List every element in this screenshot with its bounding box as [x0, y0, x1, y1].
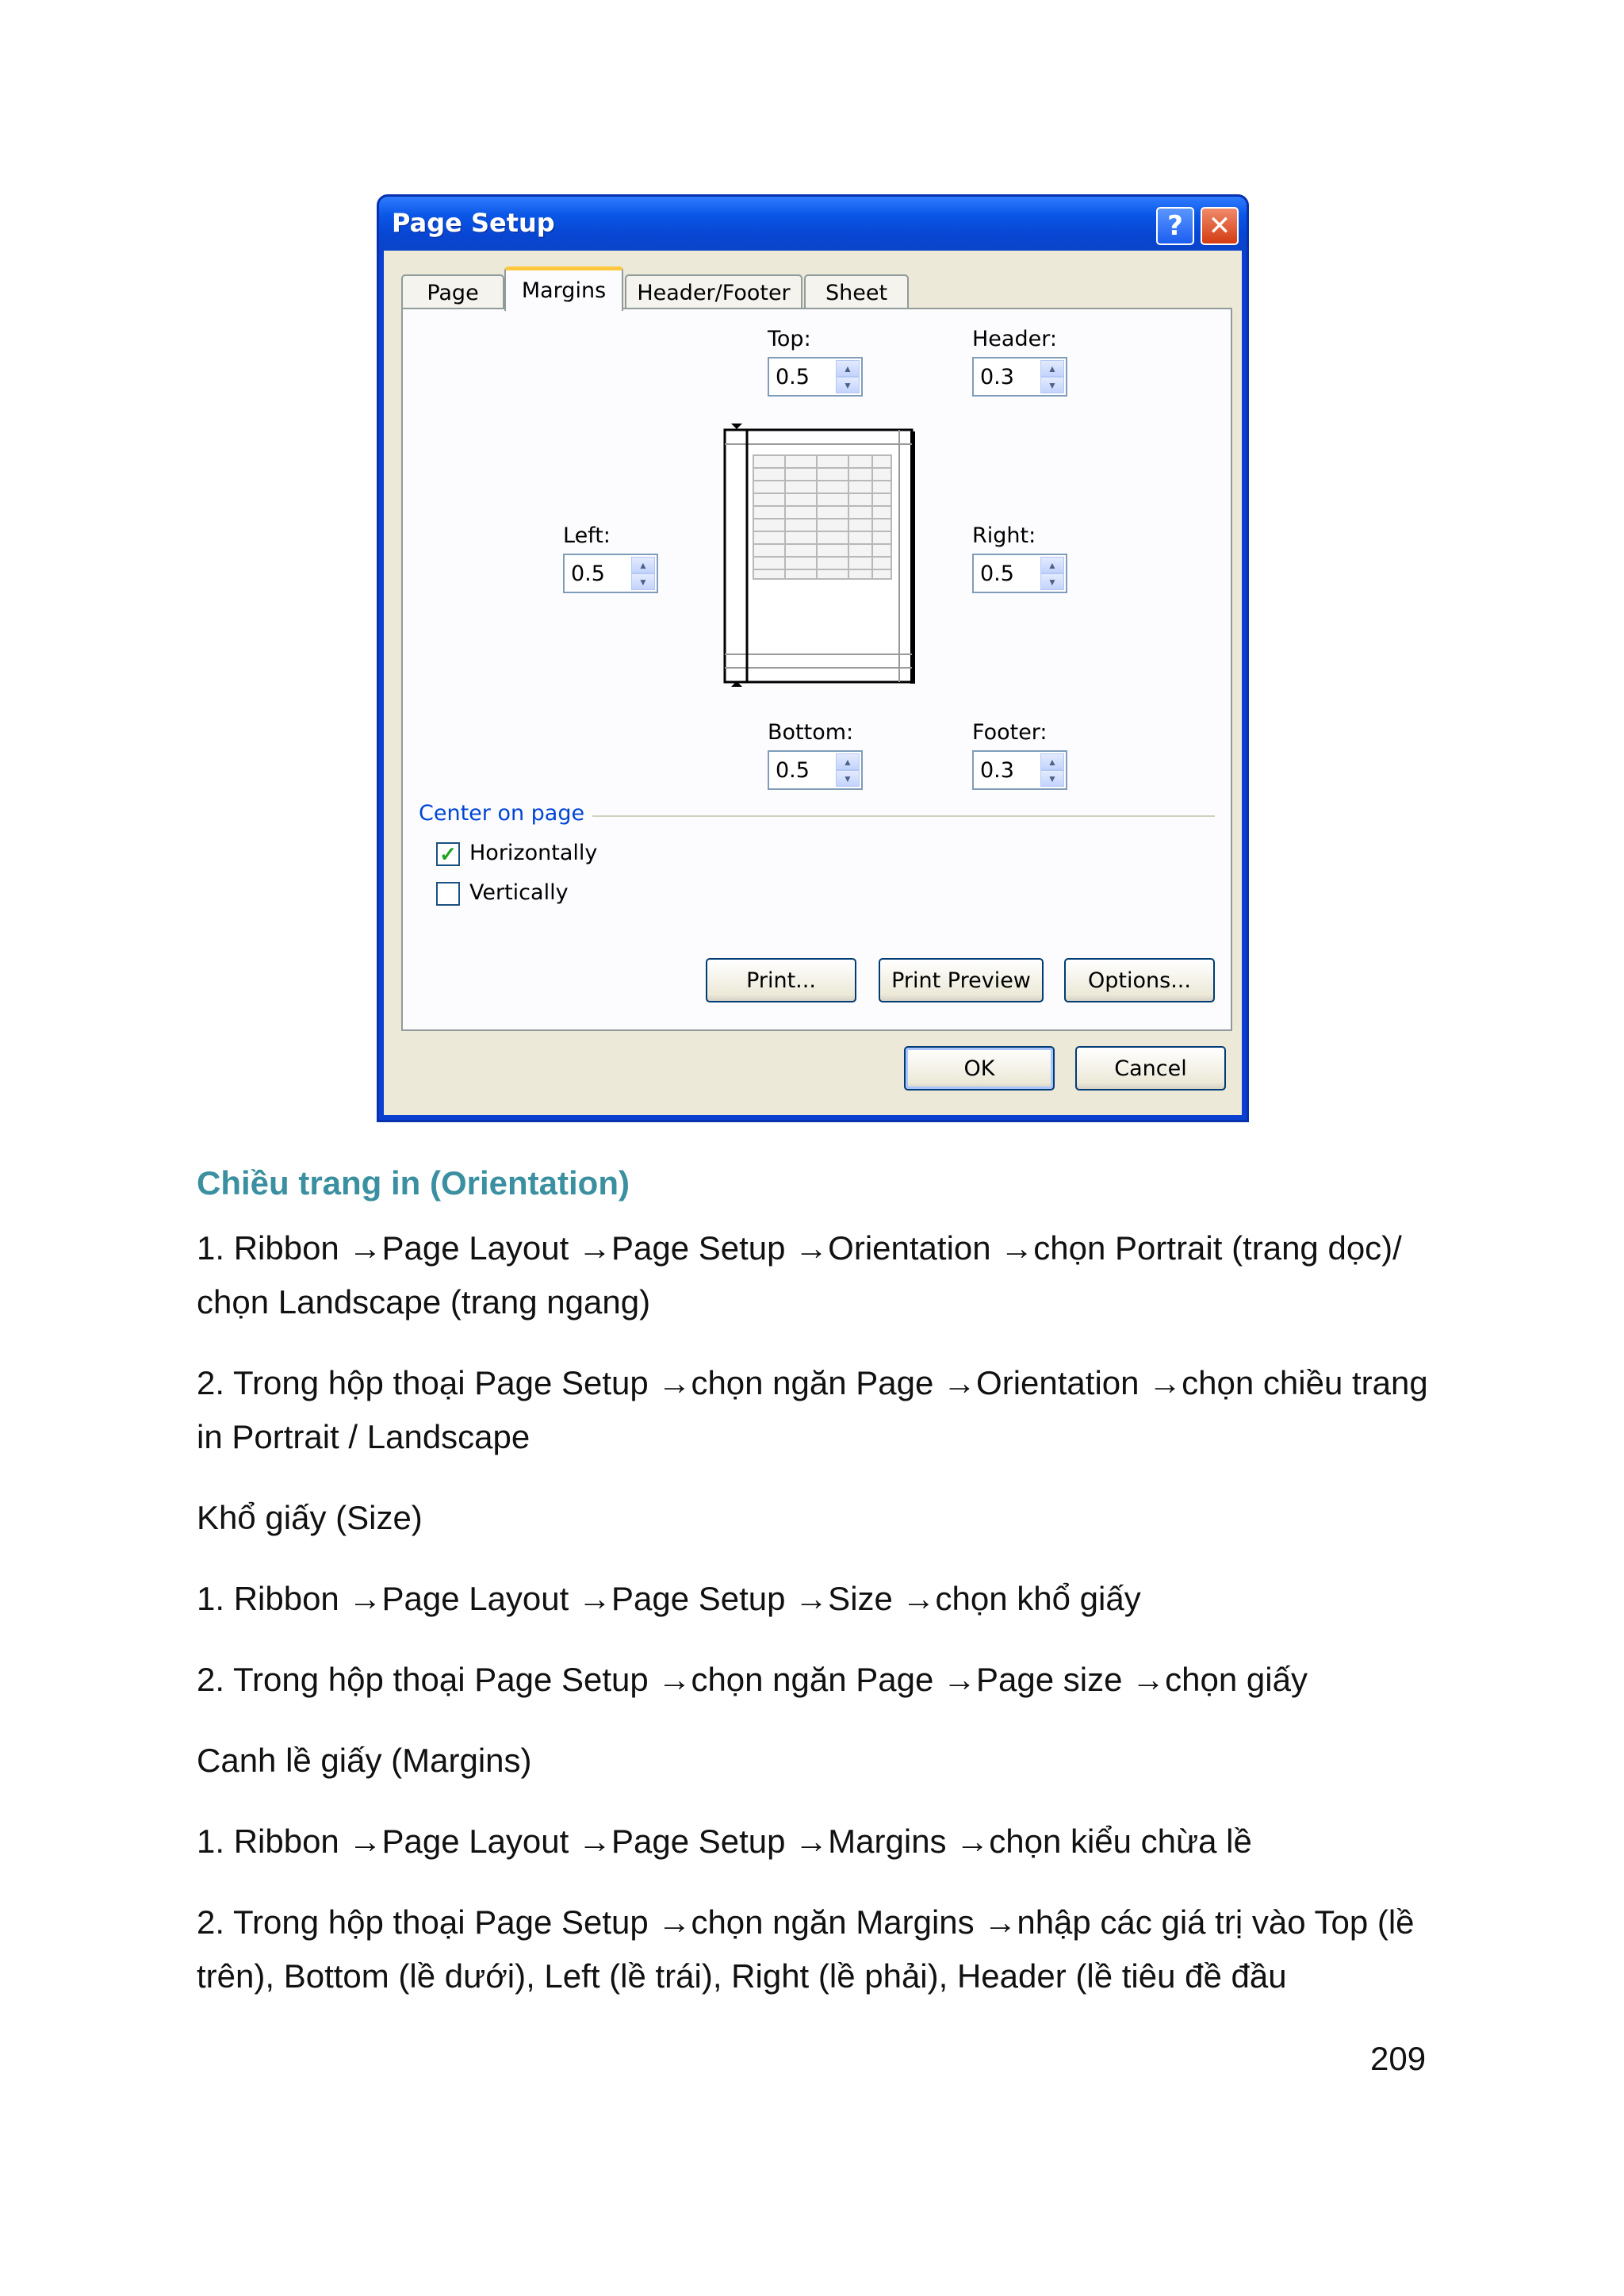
top-value[interactable]: 0.5 — [776, 365, 810, 389]
size-step-2: 2. Trong hộp thoại Page Setup →chọn ngăn Page →Page size →chọn giấy — [197, 1661, 1308, 1698]
top-spinner[interactable] — [768, 357, 863, 397]
size-heading: Khổ giấy (Size) — [197, 1499, 423, 1536]
spin-down-icon[interactable]: ▼ — [631, 573, 655, 590]
ok-button[interactable]: OK — [904, 1046, 1055, 1091]
help-button[interactable] — [1156, 207, 1194, 245]
vertically-label[interactable]: Vertically — [469, 880, 569, 905]
left-spinner[interactable] — [563, 554, 658, 593]
spin-down-icon[interactable]: ▼ — [836, 770, 860, 787]
tab-page[interactable]: Page — [401, 274, 504, 309]
tab-margins[interactable]: Margins — [504, 266, 623, 311]
spin-down-icon[interactable]: ▼ — [1040, 770, 1064, 787]
spin-down-icon[interactable]: ▼ — [1040, 573, 1064, 590]
orientation-heading: Chiều trang in (Orientation) — [197, 1164, 630, 1202]
right-label: Right: — [972, 523, 1036, 548]
check-icon: ✓ — [439, 841, 457, 866]
spin-up-icon[interactable]: ▲ — [631, 557, 655, 573]
margins-step-2: 2. Trong hộp thoại Page Setup →chọn ngăn Margins →nhập các giá trị vào Top (lề trên), Bottom (lề dưới), Left (lề trái), Right (lề phải), Header (lề tiêu đề đầu — [197, 1903, 1415, 1995]
options-button[interactable]: Options... — [1064, 958, 1215, 1002]
print-button[interactable]: Print... — [706, 958, 856, 1002]
close-button[interactable] — [1201, 207, 1239, 245]
spin-up-icon[interactable]: ▲ — [1040, 360, 1064, 377]
left-label: Left: — [563, 523, 611, 548]
bottom-value[interactable]: 0.5 — [776, 758, 810, 783]
page-preview-icon — [722, 420, 920, 690]
close-icon: ✕ — [1208, 210, 1231, 242]
top-label: Top: — [768, 327, 811, 351]
cancel-button[interactable]: Cancel — [1075, 1046, 1226, 1091]
spin-up-icon[interactable]: ▲ — [1040, 557, 1064, 573]
center-on-page-title: Center on page — [419, 801, 592, 826]
size-step-1: 1. Ribbon →Page Layout →Page Setup →Size →chọn khổ giấy — [197, 1580, 1141, 1617]
margins-panel — [401, 308, 1232, 1031]
footer-spinner[interactable] — [972, 750, 1067, 790]
orientation-step-2: 2. Trong hộp thoại Page Setup →chọn ngăn Page →Orientation →chọn chiều trang in Portrait / Landscape — [197, 1364, 1428, 1455]
page-setup-dialog — [377, 194, 1249, 1122]
margins-step-1: 1. Ribbon →Page Layout →Page Setup →Margins →chọn kiểu chừa lề — [197, 1823, 1252, 1860]
tab-sheet[interactable]: Sheet — [804, 274, 909, 309]
footer-label: Footer: — [972, 720, 1048, 745]
horizontally-label[interactable]: Horizontally — [469, 841, 598, 865]
horizontally-checkbox[interactable] — [436, 842, 460, 866]
print-preview-button[interactable]: Print Preview — [879, 958, 1044, 1002]
header-spinner[interactable] — [972, 357, 1067, 397]
spin-down-icon[interactable]: ▼ — [1040, 377, 1064, 393]
margins-heading: Canh lề giấy (Margins) — [197, 1742, 532, 1779]
left-value[interactable]: 0.5 — [571, 562, 605, 586]
bottom-label: Bottom: — [768, 720, 854, 745]
right-value[interactable]: 0.5 — [980, 562, 1014, 586]
tab-header-footer[interactable]: Header/Footer — [625, 274, 802, 309]
spin-up-icon[interactable]: ▲ — [1040, 753, 1064, 770]
right-spinner[interactable] — [972, 554, 1067, 593]
dialog-client — [384, 251, 1242, 1115]
vertically-checkbox[interactable] — [436, 882, 460, 906]
help-icon: ? — [1167, 210, 1183, 242]
header-value[interactable]: 0.3 — [980, 365, 1014, 389]
bottom-spinner[interactable] — [768, 750, 863, 790]
spin-up-icon[interactable]: ▲ — [836, 753, 860, 770]
header-label: Header: — [972, 327, 1057, 351]
footer-value[interactable]: 0.3 — [980, 758, 1014, 783]
page-number: 209 — [1370, 2040, 1427, 2077]
orientation-step-1: 1. Ribbon →Page Layout →Page Setup →Orientation →chọn Portrait (trang dọc)/ chọn Landscape (trang ngang) — [197, 1229, 1402, 1320]
title-bar[interactable] — [379, 197, 1247, 251]
dialog-title: Page Setup — [392, 208, 555, 238]
spin-up-icon[interactable]: ▲ — [836, 360, 860, 377]
spin-down-icon[interactable]: ▼ — [836, 377, 860, 393]
